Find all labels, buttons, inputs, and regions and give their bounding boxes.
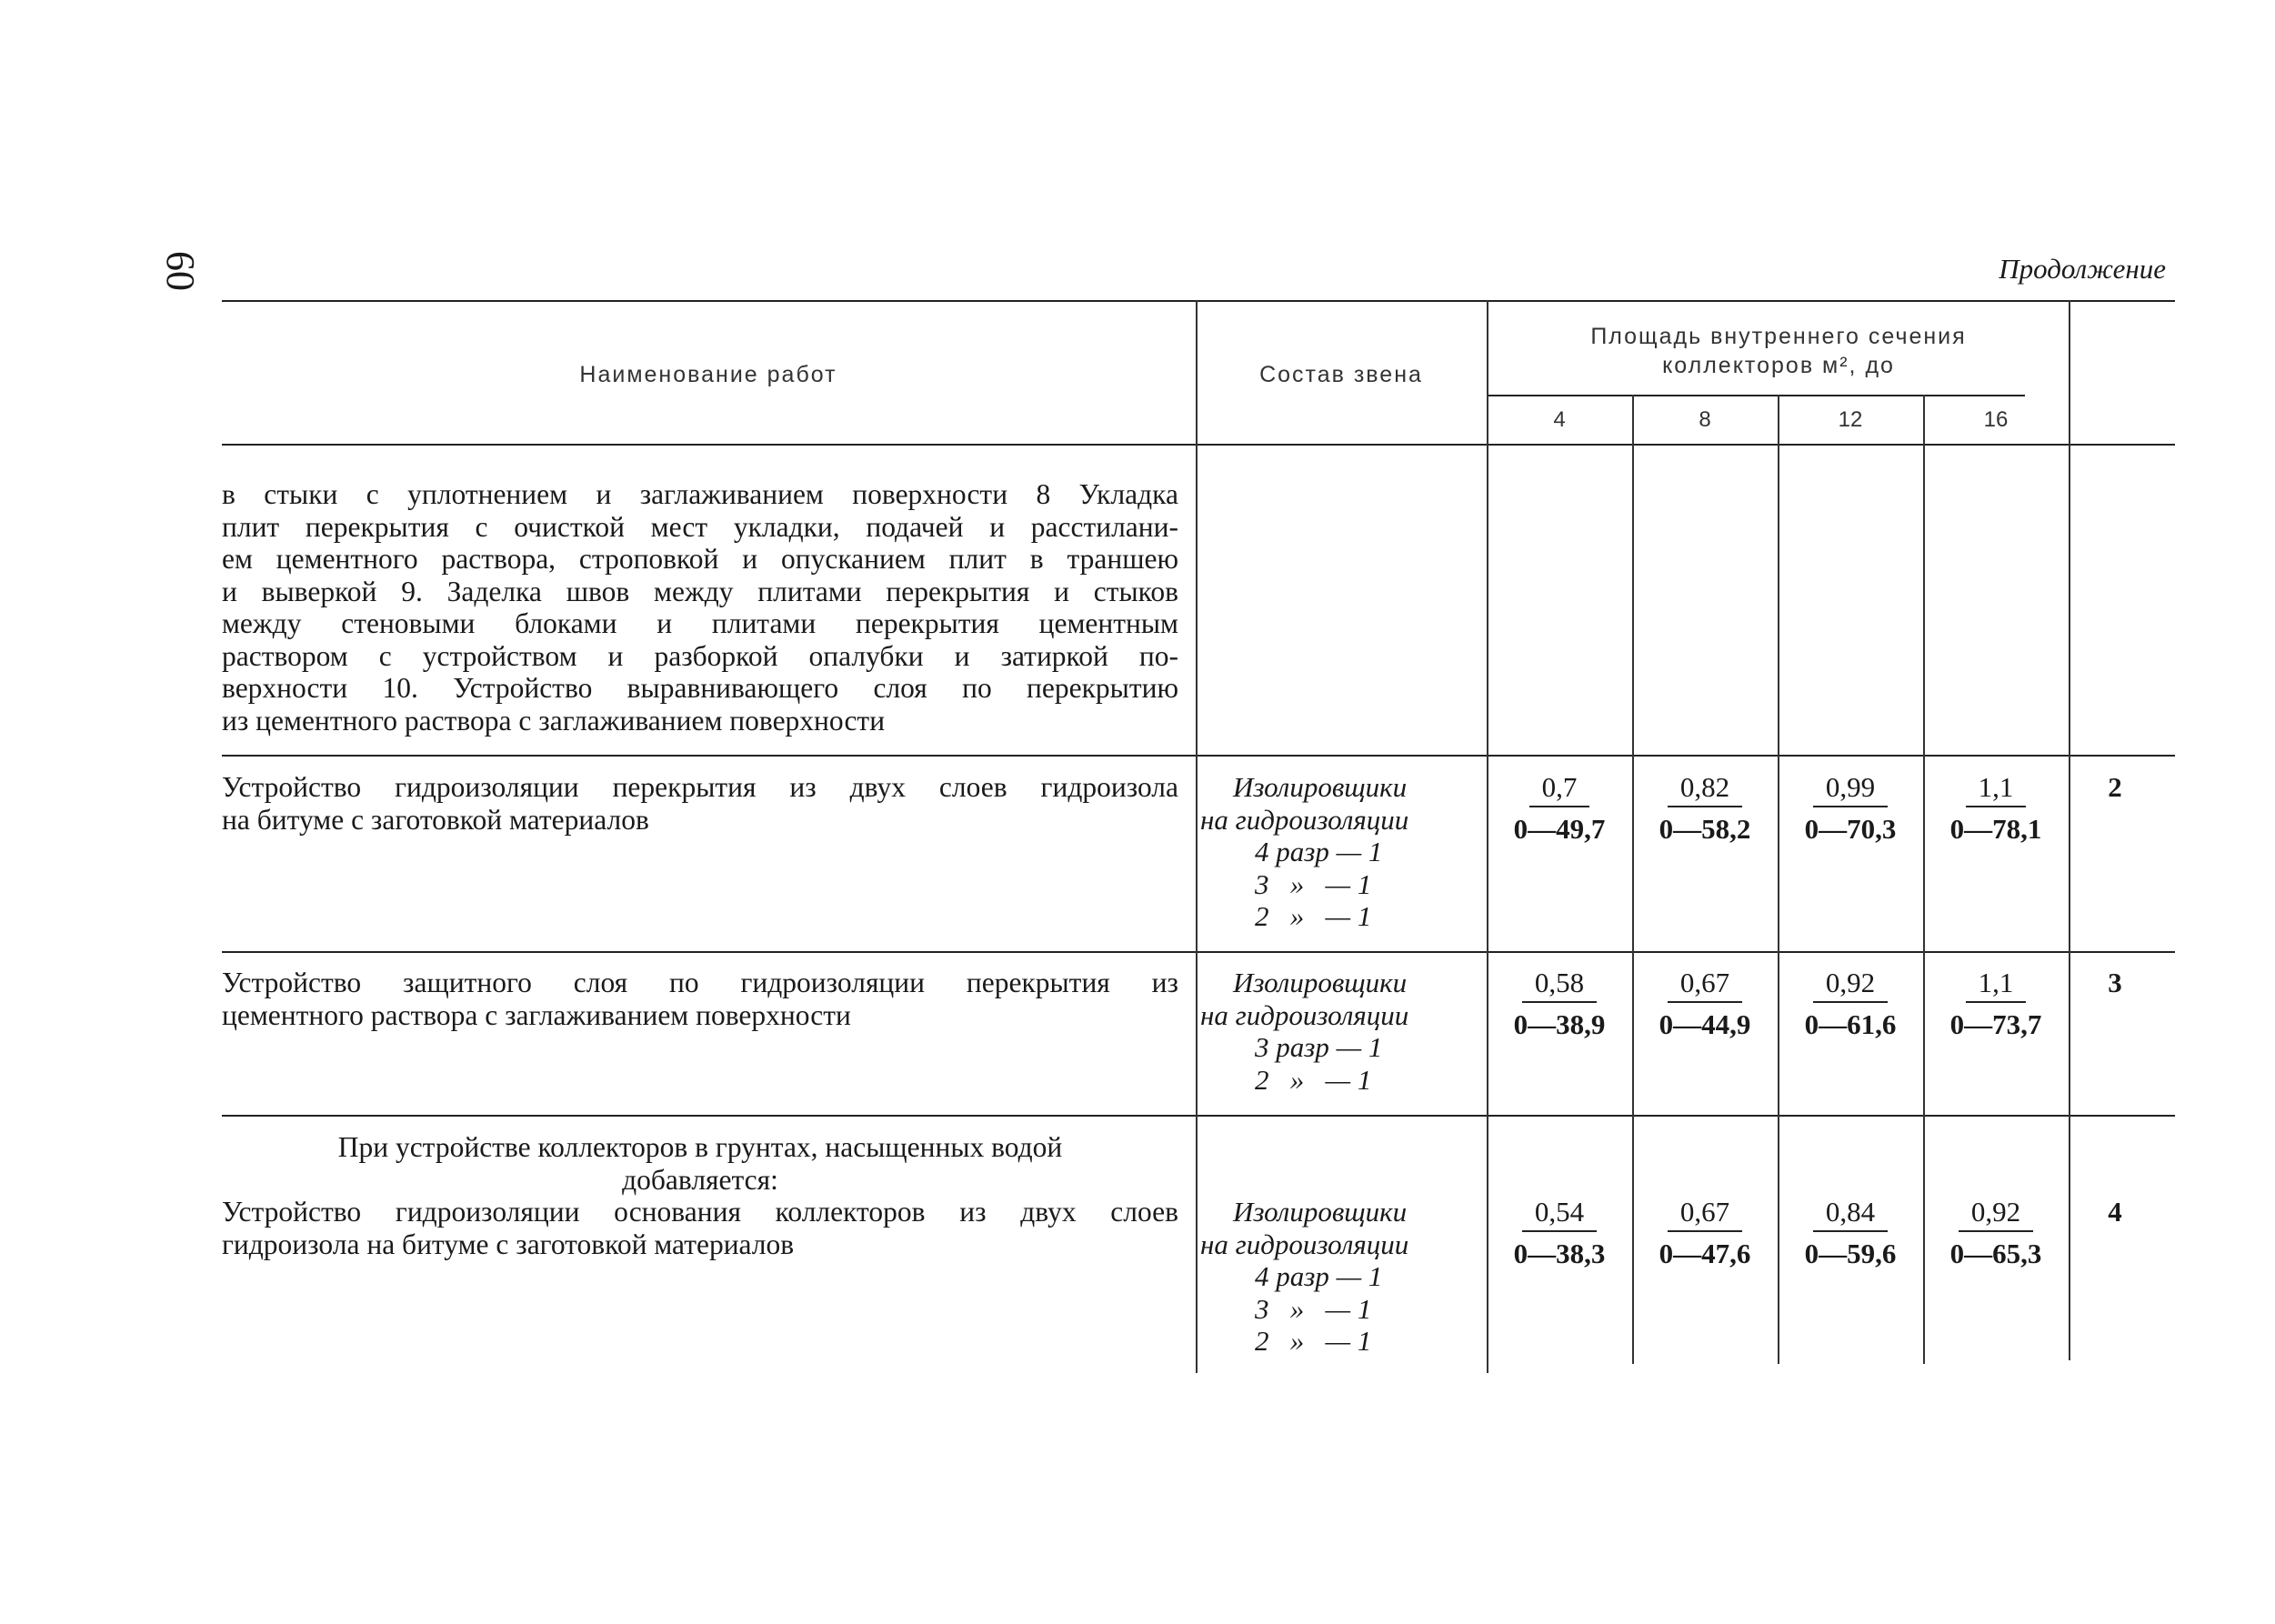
crew-title: Изолировщики xyxy=(1233,1196,1408,1228)
continuation-label: Продолжение xyxy=(1999,253,2166,285)
row-divider xyxy=(222,755,2175,757)
value-cell xyxy=(1782,967,1919,1041)
price-value: 0—78,1 xyxy=(1949,813,2042,845)
crew-grade: 2 » — 1 xyxy=(1255,1063,1372,1096)
column-rule xyxy=(1632,395,1634,1364)
section-title xyxy=(222,1131,1178,1196)
description-line: Устройство гидроизоляции основания коллекторов из двух слоев xyxy=(222,1196,1178,1228)
section-title-line: При устройстве коллекторов в грунтах, насыщенных водой xyxy=(337,1131,1063,1163)
column-rule xyxy=(1778,395,1779,1364)
price-value: 0—59,6 xyxy=(1804,1238,1897,1269)
norm-value: 1,1 xyxy=(1966,771,2027,807)
paragraph-line: верхности 10. Устройство выравнивающего слоя по перекрытию xyxy=(222,672,1178,704)
row-number: 2 xyxy=(2108,771,2122,803)
description-line: цементного раствора с заглаживанием поверхности xyxy=(222,998,851,1031)
header-area-col: 4 xyxy=(1553,407,1566,432)
header-area-col: 16 xyxy=(1983,407,2009,432)
norm-value: 0,84 xyxy=(1813,1196,1888,1232)
norm-value: 0,54 xyxy=(1522,1196,1597,1232)
header-crew: Состав звена xyxy=(1259,362,1423,387)
norm-value: 0,92 xyxy=(1959,1196,2033,1232)
paragraph-line: между стеновыми блоками и плитами перекрытия цементным xyxy=(222,607,1178,639)
value-cell xyxy=(1491,1196,1628,1270)
paragraph-line: раствором с устройством и разборкой опалубки и затиркой по- xyxy=(222,639,1178,672)
column-rule xyxy=(1196,300,1198,1373)
header-area-line2: коллекторов м², до xyxy=(1662,353,1895,378)
area-header-divider xyxy=(1487,395,2025,396)
description-line: Устройство гидроизоляции перекрытия из двух слоев гидроизола xyxy=(222,771,1178,803)
row-2-crew xyxy=(1200,771,1491,933)
price-value: 0—61,6 xyxy=(1804,1008,1897,1040)
crew-subtitle: на гидроизоляции xyxy=(1200,1228,1409,1260)
value-cell xyxy=(1491,967,1628,1041)
crew-subtitle: на гидроизоляции xyxy=(1200,803,1409,836)
header-area-col: 12 xyxy=(1838,407,1863,432)
crew-grade: 2 » — 1 xyxy=(1255,1325,1372,1357)
value-cell xyxy=(1637,1196,1773,1270)
crew-grade: 4 разр — 1 xyxy=(1255,836,1383,867)
crew-grade: 2 » — 1 xyxy=(1255,900,1372,932)
norm-value: 0,82 xyxy=(1668,771,1742,807)
value-cell xyxy=(1782,771,1919,846)
description-line: гидроизола на битуме с заготовкой материалов xyxy=(222,1228,795,1260)
row-divider xyxy=(222,951,2175,953)
norm-value: 0,67 xyxy=(1668,1196,1742,1232)
description-line: Устройство защитного слоя по гидроизоляции перекрытия из xyxy=(222,967,1178,998)
header-area-line1: Площадь внутреннего сечения xyxy=(1590,324,1967,349)
continuation-paragraph xyxy=(222,478,1178,737)
row-3-description xyxy=(222,967,1178,1031)
norm-value: 1,1 xyxy=(1966,967,2027,1003)
page-number: 60 xyxy=(158,251,203,291)
value-cell xyxy=(1928,1196,2064,1270)
price-value: 0—73,7 xyxy=(1949,1008,2042,1040)
row-number: 3 xyxy=(2108,967,2122,998)
crew-subtitle: на гидроизоляции xyxy=(1200,998,1409,1031)
crew-grade: 4 разр — 1 xyxy=(1255,1260,1383,1292)
paragraph-line: в стыки с уплотнением и заглаживанием поверхности 8 Укладка xyxy=(222,478,1178,510)
price-value: 0—58,2 xyxy=(1659,813,1751,845)
row-2-description xyxy=(222,771,1178,836)
norm-value: 0,7 xyxy=(1529,771,1590,807)
crew-grade: 3 разр — 1 xyxy=(1255,1031,1383,1063)
price-value: 0—65,3 xyxy=(1949,1238,2042,1269)
value-cell xyxy=(1637,967,1773,1041)
value-cell xyxy=(1782,1196,1919,1270)
value-cell xyxy=(1491,771,1628,846)
table-top-rule xyxy=(222,300,2175,302)
price-value: 0—38,9 xyxy=(1513,1008,1606,1040)
paragraph-line: из цементного раствора с заглаживанием поверхности xyxy=(222,704,886,737)
norm-value: 0,92 xyxy=(1813,967,1888,1003)
row-4-crew xyxy=(1200,1196,1491,1358)
price-value: 0—70,3 xyxy=(1804,813,1897,845)
paragraph-line: ем цементного раствора, строповкой и опусканием плит в траншею xyxy=(222,543,1178,575)
value-cell xyxy=(1637,771,1773,846)
header-bottom-rule xyxy=(222,444,2175,446)
price-value: 0—44,9 xyxy=(1659,1008,1751,1040)
description-line: на битуме с заготовкой материалов xyxy=(222,803,649,836)
row-3-crew xyxy=(1200,967,1491,1096)
paragraph-line: и выверкой 9. Заделка швов между плитами перекрытия и стыков xyxy=(222,575,1178,607)
price-value: 0—49,7 xyxy=(1513,813,1606,845)
crew-title: Изолировщики xyxy=(1233,967,1408,998)
value-cell xyxy=(1928,771,2064,846)
crew-title: Изолировщики xyxy=(1233,771,1408,803)
header-area-col: 8 xyxy=(1699,407,1711,432)
row-divider xyxy=(222,1115,2175,1117)
crew-grade: 3 » — 1 xyxy=(1255,1292,1372,1325)
norm-value: 0,58 xyxy=(1522,967,1597,1003)
header-work-name: Наименование работ xyxy=(579,362,837,387)
value-cell xyxy=(1928,967,2064,1041)
price-value: 0—47,6 xyxy=(1659,1238,1751,1269)
norm-value: 0,99 xyxy=(1813,771,1888,807)
column-rule xyxy=(2069,300,2070,1360)
row-4-description xyxy=(222,1196,1178,1260)
paragraph-line: плит перекрытия с очисткой мест укладки, подачей и расстилани- xyxy=(222,510,1178,543)
row-number: 4 xyxy=(2108,1196,2122,1228)
column-rule xyxy=(1923,395,1925,1364)
norm-value: 0,67 xyxy=(1668,967,1742,1003)
price-value: 0—38,3 xyxy=(1513,1238,1606,1269)
crew-grade: 3 » — 1 xyxy=(1255,867,1372,900)
section-title-line: добавляется: xyxy=(622,1163,778,1196)
